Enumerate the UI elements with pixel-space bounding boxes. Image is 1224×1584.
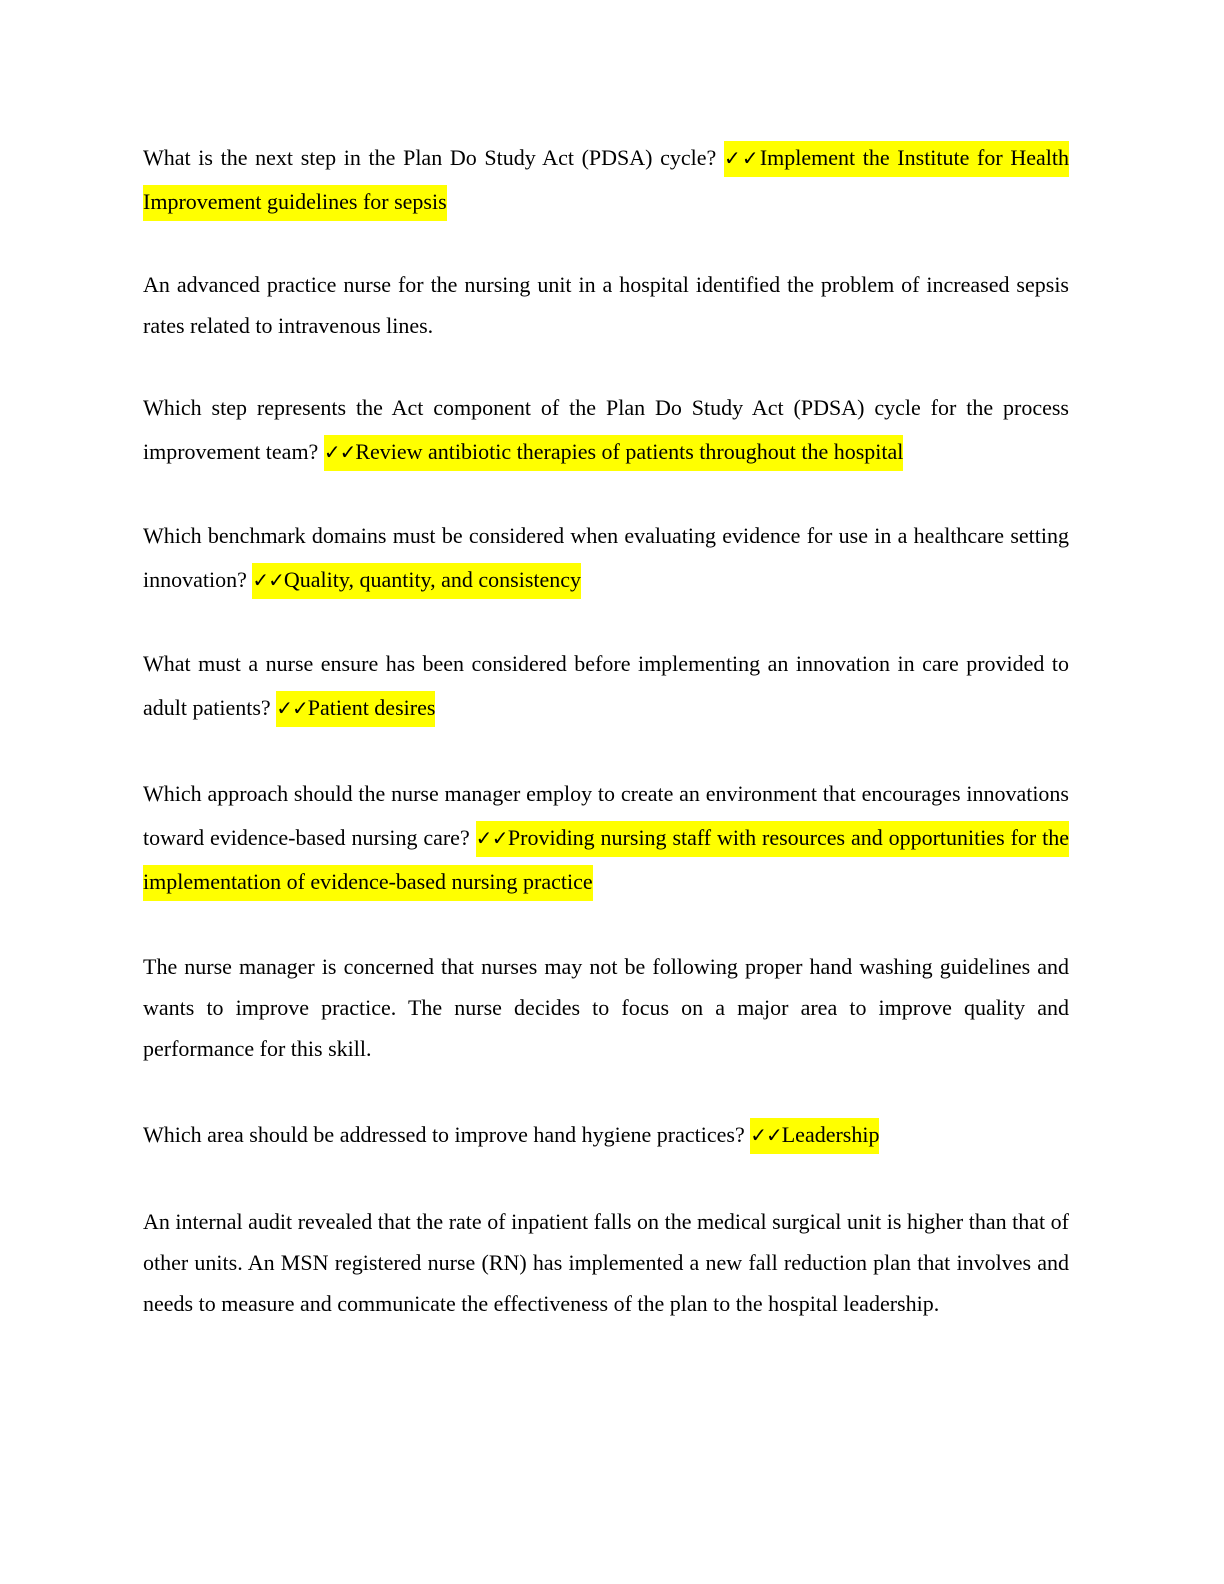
answer-text: Leadership (781, 1122, 880, 1147)
question-text: Which approach should the nurse manager employ to create an environment that encourages innovations toward evidence-based nursing care? (143, 781, 1069, 850)
question-text: What must a nurse ensure has been considered before implementing an innovation in care provided to adult patients? (143, 651, 1069, 720)
question-text: Which area should be addressed to improve hand hygiene practices? (143, 1122, 745, 1147)
double-check-icon: ✓✓ (475, 826, 508, 850)
double-check-icon: ✓✓ (750, 1123, 782, 1147)
question-text: What is the next step in the Plan Do Study Act (PDSA) cycle? (143, 145, 717, 170)
question-text: Which benchmark domains must be considered when evaluating evidence for use in a healthcare setting innovation? (143, 523, 1069, 592)
answer-highlight (276, 691, 435, 727)
double-check-icon: ✓✓ (252, 568, 284, 592)
qa-item-2 (143, 386, 1069, 474)
answer-highlight (252, 563, 581, 599)
context-paragraph-3 (143, 1201, 1069, 1324)
qa-item-3 (143, 514, 1069, 602)
context-text: An advanced practice nurse for the nursing unit in a hospital identified the problem of increased sepsis rates related to intravenous lines. (143, 272, 1069, 338)
double-check-icon: ✓✓ (276, 696, 308, 720)
document-body (143, 136, 1069, 1324)
answer-text: Patient desires (307, 695, 436, 720)
answer-text: Providing nursing staff with resources and opportunities for the implementation of evidence-based nursing practice (143, 825, 1070, 894)
double-check-icon: ✓✓ (323, 440, 356, 464)
qa-item-6 (143, 1113, 1069, 1157)
answer-highlight (750, 1118, 879, 1154)
qa-item-5 (143, 772, 1069, 904)
answer-text: Implement the Institute for Health Improvement guidelines for sepsis (143, 145, 1070, 214)
double-check-icon: ✓✓ (723, 146, 760, 170)
answer-highlight (324, 435, 904, 471)
qa-item-4 (143, 642, 1069, 730)
question-text: Which step represents the Act component of the Plan Do Study Act (PDSA) cycle for the process improvement team? (143, 395, 1069, 464)
answer-text: Quality, quantity, and consistency (283, 567, 582, 592)
context-paragraph-2 (143, 946, 1069, 1069)
qa-item-1 (143, 136, 1069, 224)
context-text: The nurse manager is concerned that nurses may not be following proper hand washing guidelines and wants to improve practice. The nurse decides to focus on a major area to improve quality and performance for this skill. (143, 954, 1069, 1061)
context-paragraph-1 (143, 264, 1069, 346)
context-text: An internal audit revealed that the rate of inpatient falls on the medical surgical unit is higher than that of other units. An MSN registered nurse (RN) has implemented a new fall reduction plan that involves and needs to measure and communicate the effectiveness of the plan to the hospital leadership. (143, 1209, 1069, 1316)
answer-text: Review antibiotic therapies of patients throughout the hospital (355, 439, 904, 464)
